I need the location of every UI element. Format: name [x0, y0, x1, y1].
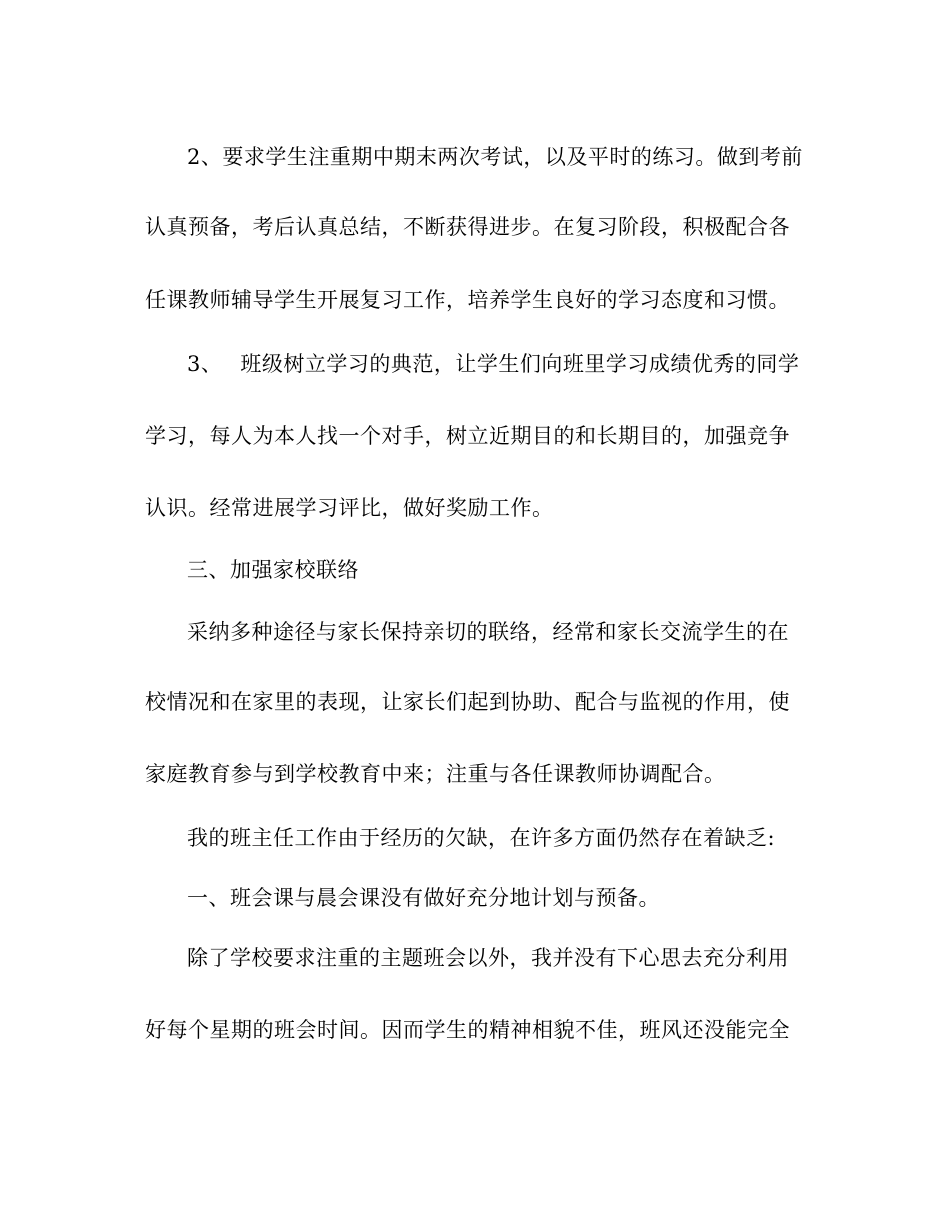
section-heading: 一、班会课与晨会课没有做好充分地计划与预备。 — [187, 886, 660, 910]
paragraph-line: 校情况和在家里的表现，让家长们起到协助、配合与监视的作用，使 — [145, 690, 790, 714]
paragraph-line: 采纳多种途径与家长保持亲切的联络，经常和家长交流学生的在 — [187, 620, 789, 644]
paragraph-line: 认识。经常进展学习评比，做好奖励工作。 — [145, 496, 554, 520]
paragraph-line: 学习，每人为本人找一个对手，树立近期目的和长期目的，加强竞争 — [145, 424, 790, 448]
paragraph-line: 除了学校要求注重的主题班会以外，我并没有下心思去充分利用 — [187, 946, 789, 970]
section-heading: 三、加强家校联络 — [187, 558, 359, 582]
paragraph-line: 任课教师辅导学生开展复习工作，培养学生良好的学习态度和习惯。 — [145, 288, 790, 312]
paragraph-line — [187, 352, 799, 376]
list-number: 3、 — [187, 352, 223, 376]
list-text: 班级树立学习的典范，让学生们向班里学习成绩优秀的同学 — [240, 352, 800, 376]
paragraph-line: 家庭教育参与到学校教育中来；注重与各任课教师协调配合。 — [145, 762, 726, 786]
paragraph-line: 好每个星期的班会时间。因而学生的精神相貌不佳，班风还没能完全 — [145, 1018, 790, 1042]
paragraph-line: 2、要求学生注重期中期末两次考试，以及平时的练习。做到考前 — [187, 145, 803, 169]
paragraph-line: 认真预备，考后认真总结，不断获得进步。在复习阶段，积极配合各 — [145, 215, 790, 239]
paragraph-line: 我的班主任工作由于经历的欠缺，在许多方面仍然存在着缺乏: — [187, 826, 776, 850]
